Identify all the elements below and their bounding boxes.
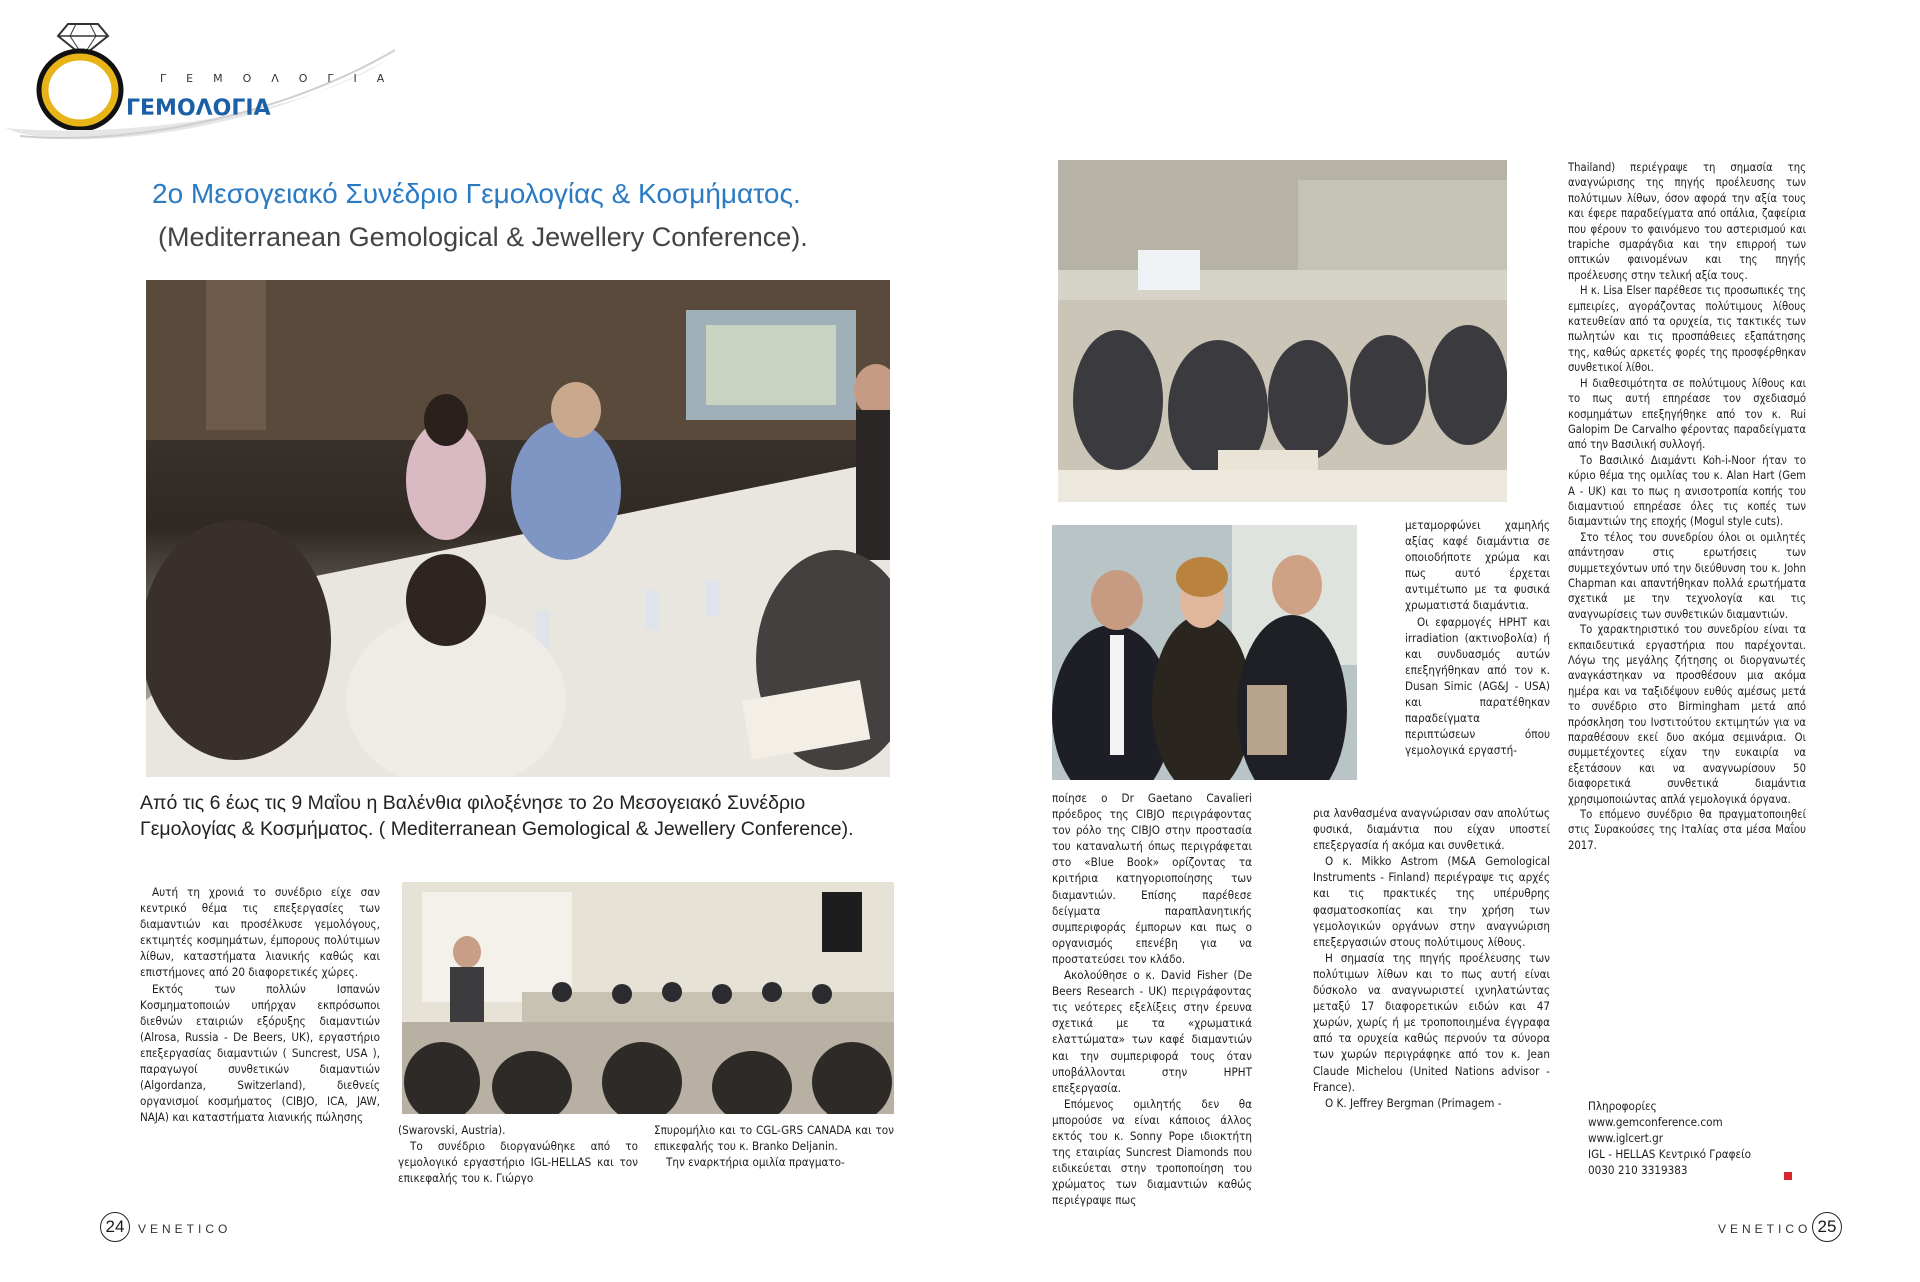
- paragraph: ρια λανθασμένα αναγνώρισαν σαν απολύτως φυσικά, διαμάντια που είχαν υποστεί επεξεργασία ή ακόμα και συνθετικά.: [1313, 806, 1550, 853]
- paragraph: Το χαρακτηριστικό του συνεδρίου είναι τα εκπαιδευτικά εργαστήρια που παρέχονται. Λόγω της μεγάλης ζήτησης οι διοργανωτές αναγκάστηκαν να προσθέσουν μια ακόμα ημέρα και να ταξιδέψουν ευθύς αμέσως μετά το συνέδριο στο Birmingham μετά από πρόσκληση του Ινστιτούτου εκτιμητών για να παραθέσουν εκεί δυο ακόμα σεμινάρια. Οι συμμετέχοντες είχαν την ευκαιρία να εξετάσουν και να αναγνωρίσουν 50 διαφορετικά συνθετικά διαμάντια χρησιμοποιώντας απλά γεμολογικά όργανα.: [1568, 623, 1806, 806]
- text-column-5-top: [1405, 517, 1550, 758]
- paragraph: Την εναρκτήρια ομιλία πραγματο-: [666, 1155, 845, 1170]
- paragraph: Σπυρομήλιο και το CGL-GRS CANADA και τον επικεφαλής του κ. Branko Deljanin.: [654, 1123, 894, 1154]
- phone-number: 0030 210 3319383: [1588, 1163, 1688, 1177]
- paragraph: Το Βασιλικό Διαμάντι Koh-i-Noor ήταν το κύριο θέμα της ομιλίας του κ. Alan Hart (Gem A - UK) και το πως η ανισοτροπία κοπής του διαμαντιού επηρέασε όλες τις κοπές των διαμαντιών της εποχής (Mogul style cuts).: [1568, 453, 1806, 529]
- paragraph: Το επόμενο συνέδριο θα πραγματοποιηθεί στις Συρακούσες της Ιταλίας στα μέσα Μαΐου 2017.: [1568, 808, 1806, 852]
- end-mark-icon: [1784, 1172, 1792, 1180]
- paragraph: Επόμενος ομιλητής δεν θα μπορούσε να είναι κάποιος άλλος εκτός του κ. Sonny Pope ιδιοκτήτη της εταιρίας Suncrest Diamonds που ειδικεύεται στην τροποποίηση του χρώματος των διαμαντιών καθώς περιέγραψε πως: [1052, 1096, 1252, 1208]
- website-link[interactable]: www.gemconference.com: [1588, 1115, 1723, 1129]
- brand-left: VENETICO: [138, 1222, 232, 1236]
- section-label-small: ΓΕΜΟΛΟΓΙΑ: [160, 72, 405, 85]
- info-block: [1588, 1098, 1808, 1178]
- three-people-photo: [1052, 525, 1357, 780]
- text-column-4: [1052, 790, 1252, 1208]
- section-label: ΓΕΜΟΛΟΓΙΑ: [126, 96, 271, 121]
- text-column-6: [1568, 160, 1806, 853]
- text-column-1: [140, 884, 380, 1125]
- article-lead: Από τις 6 έως τις 9 Μαΐου η Βαλένθια φιλοξένησε το 2ο Μεσογειακό Συνέδριο Γεμολογίας & Κοσμήματος. ( Mediterranean Gemological & Jewellery Conference).: [140, 792, 854, 840]
- paragraph: (Swarovski, Austria).: [398, 1123, 506, 1137]
- paragraph: Thailand) περιέγραψε τη σημασία της αναγνώρισης της πηγής προέλευσης των πολύτιμων λίθων, όσον αφορά την αξία τους και έφερε παραδείγματα από οπάλια, ζαφείρια που φέρουν το φαινόμενο του αστερισμού και trapiche σμαράγδια και την επιρροή των οπτικών φαινομένων και της πηγής προέλευσης στην τελική αξία τους.: [1568, 161, 1806, 282]
- info-heading: Πληροφορίες: [1588, 1099, 1657, 1113]
- article-subtitle: (Mediterranean Gemological & Jewellery Conference).: [158, 222, 808, 252]
- text-column-3: [654, 1122, 894, 1170]
- paragraph: Το συνέδριο διοργανώθηκε από το γεμολογικό εργαστήριο IGL-HELLAS και τον επικεφαλής του κ. Γιώργο: [398, 1139, 638, 1186]
- page-number-left: 24: [100, 1212, 130, 1242]
- paragraph: Η κ. Lisa Elser παρέθεσε τις προσωπικές της εμπειρίες, αγοράζοντας πολύτιμους λίθους κατευθείαν από τα ορυχεία, τις τακτικές των πωλητών και τις προσπάθειες εξαπάτησης της, καθώς αρκετές φορές της προσφέρθηκαν συνθετικοί λίθοι.: [1568, 284, 1806, 375]
- text-column-5-bottom: [1313, 805, 1550, 1111]
- text-column-2: [398, 1122, 638, 1186]
- workshop-photo: [146, 280, 890, 777]
- paragraph: Ακολούθησε ο κ. David Fisher (De Beers Research - UK) περιγράφοντας τις νεότερες εξελίξεις στην έρευνα σχετικά με τα «χρωματικά ελαττώματα» των καφέ διαμαντιών και την συμπεριφορά τους όταν υποβάλλονται στην HPHT επεξεργασία.: [1052, 968, 1252, 1095]
- paragraph: Ο κ. Mikko Astrom (M&A Gemological Instruments - Finland) περιέγραψε τις αρχές και τις πρακτικές της υπέρυθρης φασματοσκοπίας και την χρήση των γεμολογικών οργάνων στην αναγνώριση επεξεργασιών στους πολύτιμους λίθους.: [1313, 854, 1550, 949]
- article-title: 2ο Μεσογειακό Συνέδριο Γεμολογίας & Κοσμήματος.: [152, 178, 801, 209]
- paragraph: Εκτός των πολλών Ισπανών Κοσμηματοποιών υπήρχαν εκπρόσωποι διεθνών εταιριών εξόρυξης διαμαντιών (Alrosa, Russia - De Beers, UK), εργαστήριο επεξεργασίας διαμαντιών ( Suncrest, USA ), παραγωγοί συνθετικών διαμαντιών (Algordanza, Switzerland), διεθνείς οργανισμοί κοσμήματος (CIBJO, ICA, JAW, NAJA) και καταστήματα λιανικής πώλησης: [140, 981, 380, 1125]
- paragraph: Η διαθεσιμότητα σε πολύτιμους λίθους και το πως αυτή επηρέασε τον σχεδιασμό κοσμημάτων επεξηγήθηκε από τον κ. Rui Galopim De Carvalho φέροντας παραδείγματα από την Βασιλική συλλογή.: [1568, 376, 1806, 452]
- paragraph: Οι εφαρμογές HPHT και irradiation (ακτινοβολία) ή και συνδυασμός αυτών επεξηγήθηκαν από τον κ. Dusan Simic (AG&J - USA) και παρατέθηκαν παραδείγματα περιπτώσεων όπου γεμολογικά εργαστή-: [1405, 614, 1550, 758]
- paragraph: ποίησε ο Dr Gaetano Cavalieri πρόεδρος της CIBJO περιγράφοντας τον ρόλο της CIBJO στην προστασία του καταναλωτή όπως περιγράφεται στο «Blue Book» ορίζοντας τα κριτήρια κατηγοριοποίησης των διαμαντιών. Επίσης παρέθεσε δείγματα παραπλανητικής συμπεριφοράς έμπορων και πως ο οργανισμός επενέβη για να προστατεύσει τον κλάδο.: [1052, 791, 1252, 966]
- paragraph: μεταμορφώνει χαμηλής αξίας καφέ διαμάντια σε οποιοδήποτε χρώμα και πως αυτό έρχεται αντιμέτωπο με τα φυσικά χρωματιστά διαμάντια.: [1405, 518, 1550, 613]
- ring-logo-icon: [28, 20, 128, 130]
- paragraph: Η σημασία της πηγής προέλευσης των πολύτιμων λίθων και το πως αυτή είναι δύσκολο να αναγνωριστεί ιχνηλατώντας μεταξύ 17 διαφορετικών ειδών και 47 χωρών, χωρίς ή με τροποποιημένα έγγραφα από τα ορυχεία καθώς περνούν τα σύνορα των χωρών περιγράφηκε από τον κ. Jean Claude Michelou (United Nations advisor - France).: [1313, 950, 1550, 1094]
- panel-speakers-photo: [402, 882, 894, 1114]
- paragraph: Αυτή τη χρονιά το συνέδριο είχε σαν κεντρικό θέμα τις επεξεργασίες των διαμαντιών και προσέλκυσε γεμολόγους, εκτιμητές κοσμημάτων, έμπορους πολύτιμων λίθων, καταστήματα λιανικής καθώς και επιστήμονες από 20 διαφορετικές χώρες.: [140, 885, 380, 980]
- office-name: IGL - HELLAS Κεντρικό Γραφείο: [1588, 1147, 1752, 1161]
- page-number-right: 25: [1812, 1212, 1842, 1242]
- paragraph: Ο Κ. Jeffrey Bergman (Primagem -: [1325, 1095, 1502, 1110]
- conference-room-photo: [1058, 160, 1507, 502]
- brand-right: VENETICO: [1718, 1222, 1812, 1236]
- paragraph: Στο τέλος του συνεδρίου όλοι οι ομιλητές απάντησαν στις ερωτήσεις των συμμετεχόντων υπό την διεύθυνση του κ. John Chapman και απαντήθηκαν πολλά ερωτήματα σχετικά με την τεχνολογία και τις αναγνωρίσεις των συνθετικών διαμαντιών.: [1568, 530, 1806, 621]
- website-link[interactable]: www.iglcert.gr: [1588, 1131, 1664, 1145]
